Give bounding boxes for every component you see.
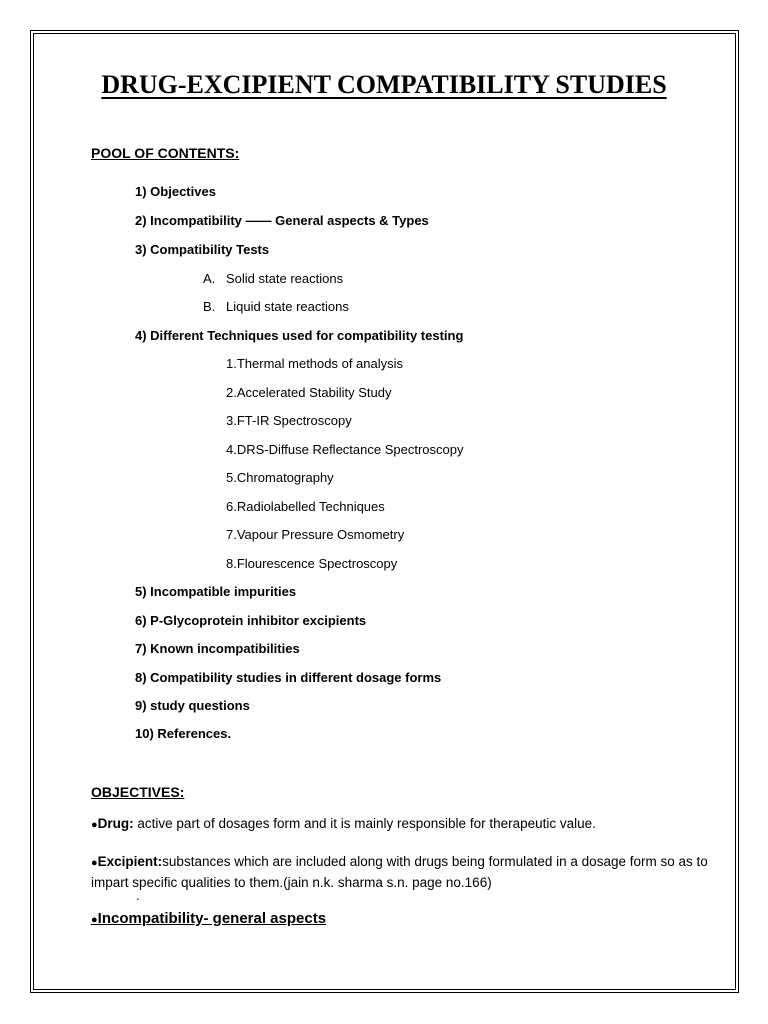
bullet-icon: ● — [91, 914, 98, 926]
toc-technique-item: 3.FT-IR Spectroscopy — [226, 413, 352, 428]
incompatibility-section-title: Incompatibility- general aspects — [97, 910, 327, 927]
toc-item-incompatibility: 2) Incompatibility —— General aspects & Types — [135, 213, 429, 228]
toc-technique-item: 6.Radiolabelled Techniques — [226, 499, 385, 514]
incompatibility-section-heading — [91, 910, 326, 927]
toc-subitem-solid-state: Solid state reactions — [226, 271, 344, 286]
toc-technique-item: 8.Flourescence Spectroscopy — [226, 556, 398, 571]
bullet-icon: ● — [91, 857, 98, 869]
stray-dot: . — [136, 888, 140, 903]
toc-subitem-letter: A. — [203, 271, 216, 286]
excipient-definition — [91, 852, 721, 893]
toc-technique-item: 2.Accelerated Stability Study — [226, 385, 392, 400]
toc-item-references: 10) References. — [135, 726, 232, 741]
toc-technique-item: 4.DRS-Diffuse Reflectance Spectroscopy — [226, 442, 464, 457]
drug-definition-text: active part of dosages form and it is mainly responsible for therapeutic value. — [133, 816, 596, 831]
drug-definition — [91, 814, 721, 835]
toc-item-dosage-forms: 8) Compatibility studies in different dosage forms — [135, 670, 442, 685]
page-title: DRUG-EXCIPIENT COMPATIBILITY STUDIES — [101, 70, 667, 99]
toc-item-objectives: 1) Objectives — [135, 184, 216, 199]
pool-of-contents-heading: POOL OF CONTENTS: — [91, 145, 240, 161]
excipient-definition-text: substances which are included along with drugs being formulated in a dosage form so as to impart specific qualities to them.(jain n.k. sharma s.n. page no.166) — [91, 854, 708, 890]
bullet-icon: ● — [91, 819, 98, 831]
toc-subitem-liquid-state: Liquid state reactions — [226, 299, 349, 314]
toc-item-known-incompatibilities: 7) Known incompatibilities — [135, 641, 300, 656]
toc-item-compatibility-tests: 3) Compatibility Tests — [135, 242, 270, 257]
drug-term: Drug: — [97, 816, 134, 831]
toc-item-impurities: 5) Incompatible impurities — [135, 584, 297, 599]
objectives-heading: OBJECTIVES: — [91, 784, 185, 800]
excipient-term: Excipient: — [97, 854, 163, 869]
toc-technique-item: 7.Vapour Pressure Osmometry — [226, 527, 405, 542]
toc-technique-item: 5.Chromatography — [226, 470, 334, 485]
toc-subitem-letter: B. — [203, 299, 216, 314]
toc-item-study-questions: 9) study questions — [135, 698, 250, 713]
toc-item-pgp-inhibitors: 6) P-Glycoprotein inhibitor excipients — [135, 613, 367, 628]
toc-item-techniques: 4) Different Techniques used for compatibility testing — [135, 328, 464, 343]
toc-technique-item: 1.Thermal methods of analysis — [226, 356, 404, 371]
